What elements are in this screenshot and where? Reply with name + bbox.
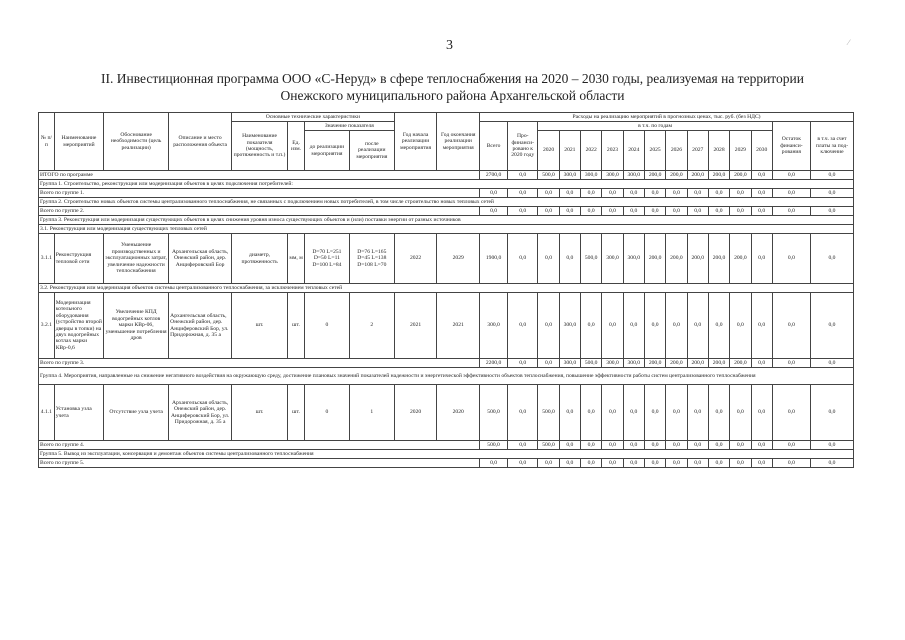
sub32-row [39, 284, 854, 293]
item-321-before: 0 [304, 293, 349, 359]
header-year-2023: 2023 [602, 131, 623, 171]
group3-label: Группа 3. Реконструкция или модернизация существующих объектов в целях снижения уровня износа существующих объектов и (или) поставки энергии от разных источников [39, 216, 854, 225]
group2-total-value-3: 0,0 [559, 207, 580, 216]
item-321-justification: Увеличение КПД водогрейных котлов марки КВр-06, уменьшение потребления дров [104, 293, 169, 359]
header-by-years: в т.ч. по годам [538, 122, 772, 131]
group1-total-value-4: 0,0 [581, 189, 602, 198]
group2-total-label: Всего по группе 2. [39, 207, 480, 216]
item-411-location: Архангельская область, Онежский район, дер. Анциферовский Бор, ул. Придорожная, д. 35 а [169, 385, 232, 441]
item311-value-14: 0,0 [810, 234, 853, 284]
group4-total-value-12: 0,0 [751, 441, 772, 450]
group4-total-label: Всего по группе 4. [39, 441, 480, 450]
item-311-row [39, 234, 854, 284]
item411-value-4: 0,0 [581, 385, 602, 441]
item-311-location: Архангельская область, Онежский район, дер. Анциферовский Бор [169, 234, 232, 284]
item311-value-2: 0,0 [538, 234, 559, 284]
group2-total-value-0: 0,0 [480, 207, 508, 216]
group3-total-value-14: 0,0 [810, 359, 853, 368]
group1-total-value-13: 0,0 [772, 189, 810, 198]
group4-total-value-3: 0,0 [559, 441, 580, 450]
group3-row [39, 216, 854, 225]
item411-value-5: 0,0 [602, 385, 623, 441]
total-program-value-11: 200,0 [730, 171, 751, 180]
item-321-unit: шт. [288, 293, 305, 359]
group2-row [39, 198, 854, 207]
group3-total-value-4: 500,0 [581, 359, 602, 368]
group1-total-value-11: 0,0 [730, 189, 751, 198]
item-311-after: D=76 L=165 D=45 L=138 D=108 L=70 [349, 234, 394, 284]
item321-value-0: 300,0 [480, 293, 508, 359]
group4-total-value-14: 0,0 [810, 441, 853, 450]
group1-total-value-8: 0,0 [666, 189, 687, 198]
group3-total-value-10: 200,0 [708, 359, 729, 368]
item411-value-2: 500,0 [538, 385, 559, 441]
item321-value-11: 0,0 [730, 293, 751, 359]
group3-total-value-6: 300,0 [623, 359, 644, 368]
item-311-indicator: диаметр, протяженность [232, 234, 288, 284]
group2-total-value-2: 0,0 [538, 207, 559, 216]
page-number: 3 [446, 38, 453, 53]
header-before: до реализации мероприятия [304, 131, 349, 171]
group3-total-value-3: 300,0 [559, 359, 580, 368]
header-expenses-group: Расходы на реализацию мероприятий в прогнозных ценах, тыс. руб. (без НДС) [480, 113, 854, 122]
group4-total-value-0: 500,0 [480, 441, 508, 450]
item411-value-7: 0,0 [644, 385, 665, 441]
group2-total-value-7: 0,0 [644, 207, 665, 216]
item-321-year-start: 2021 [394, 293, 437, 359]
group1-total-value-0: 0,0 [480, 189, 508, 198]
item311-value-6: 300,0 [623, 234, 644, 284]
group1-total-value-10: 0,0 [708, 189, 729, 198]
total-program-value-5: 300,0 [602, 171, 623, 180]
item411-value-6: 0,0 [623, 385, 644, 441]
group5-label: Группа 5. Вывод из эксплуатации, консервация и демонтаж объектов системы централизованного теплоснабжения [39, 450, 854, 459]
item321-value-14: 0,0 [810, 293, 853, 359]
item311-value-13: 0,0 [772, 234, 810, 284]
item321-value-8: 0,0 [666, 293, 687, 359]
header-year-2025: 2025 [644, 131, 665, 171]
sub32-label: 3.2. Реконструкция или модернизация объектов системы централизованного теплоснабжения, за исключением тепловых сетей [39, 284, 854, 293]
header-year-2026: 2026 [666, 131, 687, 171]
item-321-location: Архангельская область, Онежский район, дер. Анциферовский Бор, ул. Придорожная, д. 35 а [169, 293, 232, 359]
group2-label: Группа 2. Строительство новых объектов системы централизованного теплоснабжения, не связанных с подключением новых потребителей, в том числе строительство новых тепловых сетей [39, 198, 854, 207]
item311-value-12: 0,0 [751, 234, 772, 284]
total-program-value-10: 200,0 [708, 171, 729, 180]
header-financed: Про-финанси-ровано к 2020 году [508, 122, 538, 171]
group1-total-value-7: 0,0 [644, 189, 665, 198]
item321-value-13: 0,0 [772, 293, 810, 359]
group1-total-value-1: 0,0 [508, 189, 538, 198]
group3-total-value-2: 0,0 [538, 359, 559, 368]
item-411-year-start: 2020 [394, 385, 437, 441]
item411-value-9: 0,0 [687, 385, 708, 441]
group3-total-value-12: 0,0 [751, 359, 772, 368]
item321-value-4: 0,0 [581, 293, 602, 359]
item-321-row [39, 293, 854, 359]
item321-value-10: 0,0 [708, 293, 729, 359]
header-year-start: Год начала реализации мероприятия [394, 113, 437, 171]
item-321-num: 3.2.1 [39, 293, 55, 359]
group1-total-label: Всего по группе 1. [39, 189, 480, 198]
item-411-before: 0 [304, 385, 349, 441]
group5-row [39, 450, 854, 459]
group1-total-value-3: 0,0 [559, 189, 580, 198]
group1-total-row [39, 189, 854, 198]
group2-total-value-1: 0,0 [508, 207, 538, 216]
total-program-row [39, 171, 854, 180]
item321-value-12: 0,0 [751, 293, 772, 359]
group1-total-value-12: 0,0 [751, 189, 772, 198]
document-title [0, 70, 905, 104]
item321-value-3: 300,0 [559, 293, 580, 359]
group5-total-value-1: 0,0 [508, 459, 538, 468]
group2-total-value-9: 0,0 [687, 207, 708, 216]
group3-total-value-7: 200,0 [644, 359, 665, 368]
group1-row [39, 180, 854, 189]
item-311-before: D=70 L=251 D=50 L=11 D=100 L=84 [304, 234, 349, 284]
group1-total-value-2: 0,0 [538, 189, 559, 198]
group4-total-value-4: 0,0 [581, 441, 602, 450]
group5-total-label: Всего по группе 5. [39, 459, 480, 468]
total-program-value-0: 2700,0 [480, 171, 508, 180]
group2-total-row [39, 207, 854, 216]
group1-total-value-5: 0,0 [602, 189, 623, 198]
item-411-justification: Отсутствие узла учета [104, 385, 169, 441]
group2-total-value-6: 0,0 [623, 207, 644, 216]
group5-total-value-14: 0,0 [810, 459, 853, 468]
header-num: № п/п [39, 113, 55, 171]
item-321-after: 2 [349, 293, 394, 359]
item311-value-10: 200,0 [708, 234, 729, 284]
group4-total-value-7: 0,0 [644, 441, 665, 450]
group4-total-value-6: 0,0 [623, 441, 644, 450]
header-unit: Ед. изм. [288, 122, 305, 171]
item-411-num: 4.1.1 [39, 385, 55, 441]
total-program-value-8: 200,0 [666, 171, 687, 180]
item-411-unit: шт. [288, 385, 305, 441]
item311-value-8: 200,0 [666, 234, 687, 284]
item411-value-0: 500,0 [480, 385, 508, 441]
group5-total-value-7: 0,0 [644, 459, 665, 468]
item311-value-3: 0,0 [559, 234, 580, 284]
group5-total-value-10: 0,0 [708, 459, 729, 468]
group2-total-value-14: 0,0 [810, 207, 853, 216]
item-411-after: 1 [349, 385, 394, 441]
title-line-2: Онежского муниципального района Архангельской области [280, 88, 625, 103]
total-program-value-13: 0,0 [772, 171, 810, 180]
item-321-indicator: шт. [232, 293, 288, 359]
title-line-1: II. Инвестиционная программа ООО «С-Неруд» в сфере теплоснабжения на 2020 – 2030 годы, реализуемая на территории [101, 71, 804, 86]
item311-value-1: 0,0 [508, 234, 538, 284]
group3-total-value-0: 2200,0 [480, 359, 508, 368]
group5-total-value-9: 0,0 [687, 459, 708, 468]
group4-total-value-13: 0,0 [772, 441, 810, 450]
group5-total-value-2: 0,0 [538, 459, 559, 468]
header-tech-group: Основные технические характеристики [232, 113, 395, 122]
group5-total-value-12: 0,0 [751, 459, 772, 468]
group1-label: Группа 1. Строительство, реконструкция или модернизация объектов в целях подключения потребителей: [39, 180, 854, 189]
group4-total-value-9: 0,0 [687, 441, 708, 450]
group3-total-value-13: 0,0 [772, 359, 810, 368]
header-year-2021: 2021 [559, 131, 580, 171]
item-411-indicator: шт. [232, 385, 288, 441]
total-program-value-14: 0,0 [810, 171, 853, 180]
group5-total-value-8: 0,0 [666, 459, 687, 468]
item411-value-10: 0,0 [708, 385, 729, 441]
group3-total-value-1: 0,0 [508, 359, 538, 368]
header-justification: Обоснование необходимости (цель реализации) [104, 113, 169, 171]
group2-total-value-5: 0,0 [602, 207, 623, 216]
item311-value-11: 200,0 [730, 234, 751, 284]
group5-total-value-4: 0,0 [581, 459, 602, 468]
item411-value-11: 0,0 [730, 385, 751, 441]
group5-total-value-13: 0,0 [772, 459, 810, 468]
item-411-year-end: 2020 [437, 385, 480, 441]
item-311-year-end: 2029 [437, 234, 480, 284]
group2-total-value-13: 0,0 [772, 207, 810, 216]
header-remainder: Остаток финанси-рования [772, 122, 810, 171]
total-program-value-1: 0,0 [508, 171, 538, 180]
item411-value-14: 0,0 [810, 385, 853, 441]
group5-total-value-3: 0,0 [559, 459, 580, 468]
group1-total-value-14: 0,0 [810, 189, 853, 198]
group5-total-value-11: 0,0 [730, 459, 751, 468]
item321-value-5: 0,0 [602, 293, 623, 359]
item311-value-7: 200,0 [644, 234, 665, 284]
header-after: после реализации мероприятия [349, 131, 394, 171]
header-incl-loans: в т.ч. за счет платы за под-ключение [810, 122, 853, 171]
group4-total-row [39, 441, 854, 450]
item321-value-9: 0,0 [687, 293, 708, 359]
header-indicator: Наименование показателя (мощность, протяженность и т.п.) [232, 122, 288, 171]
item-311-name: Реконструкция тепловой сети [54, 234, 103, 284]
header-year-2027: 2027 [687, 131, 708, 171]
header-location: Описание и место расположения объекта [169, 113, 232, 171]
group4-total-value-10: 0,0 [708, 441, 729, 450]
item411-value-13: 0,0 [772, 385, 810, 441]
item-321-name: Модернизация котельного оборудования (устройство второй дверцы в топки) на двух водогрейных котлах марки КВр-0,6 [54, 293, 103, 359]
item411-value-3: 0,0 [559, 385, 580, 441]
group3-total-value-5: 300,0 [602, 359, 623, 368]
total-program-value-7: 200,0 [644, 171, 665, 180]
item-311-year-start: 2022 [394, 234, 437, 284]
group3-total-value-11: 200,0 [730, 359, 751, 368]
total-program-value-3: 300,0 [559, 171, 580, 180]
group4-total-value-1: 0,0 [508, 441, 538, 450]
group2-total-value-8: 0,0 [666, 207, 687, 216]
investment-program-table [38, 112, 854, 468]
scan-mark: ⁄ [848, 38, 850, 47]
group5-total-value-6: 0,0 [623, 459, 644, 468]
item-311-num: 3.1.1 [39, 234, 55, 284]
group5-total-value-5: 0,0 [602, 459, 623, 468]
item321-value-2: 0,0 [538, 293, 559, 359]
item321-value-1: 0,0 [508, 293, 538, 359]
header-year-end: Год окончания реализации мероприятия [437, 113, 480, 171]
group3-total-row [39, 359, 854, 368]
item311-value-0: 1900,0 [480, 234, 508, 284]
group5-total-value-0: 0,0 [480, 459, 508, 468]
item411-value-1: 0,0 [508, 385, 538, 441]
group4-row [39, 368, 854, 385]
group2-total-value-11: 0,0 [730, 207, 751, 216]
group4-total-value-11: 0,0 [730, 441, 751, 450]
group3-total-value-8: 200,0 [666, 359, 687, 368]
item-311-justification: Уменьшение производственных и эксплуатационных затрат, увеличение надежности теплоснабжения [104, 234, 169, 284]
item311-value-5: 300,0 [602, 234, 623, 284]
group4-total-value-2: 500,0 [538, 441, 559, 450]
item411-value-8: 0,0 [666, 385, 687, 441]
header-values-group: Значение показателя [304, 122, 394, 131]
total-program-value-6: 300,0 [623, 171, 644, 180]
header-year-2029: 2029 [730, 131, 751, 171]
group1-total-value-9: 0,0 [687, 189, 708, 198]
total-program-value-2: 500,0 [538, 171, 559, 180]
item411-value-12: 0,0 [751, 385, 772, 441]
total-program-label: ИТОГО по программе [39, 171, 480, 180]
total-program-value-9: 200,0 [687, 171, 708, 180]
total-program-value-4: 300,0 [581, 171, 602, 180]
item311-value-9: 200,0 [687, 234, 708, 284]
header-year-2020: 2020 [538, 131, 559, 171]
item-321-year-end: 2021 [437, 293, 480, 359]
header-year-2028: 2028 [708, 131, 729, 171]
group3-total-label: Всего по группе 3. [39, 359, 480, 368]
item-311-unit: мм, м [288, 234, 305, 284]
item-411-name: Установка узла учета [54, 385, 103, 441]
sub31-row [39, 225, 854, 234]
header-year-2022: 2022 [581, 131, 602, 171]
group2-total-value-10: 0,0 [708, 207, 729, 216]
header-year-2030: 2030 [751, 131, 772, 171]
item321-value-7: 0,0 [644, 293, 665, 359]
group4-total-value-5: 0,0 [602, 441, 623, 450]
group4-label: Группа 4. Мероприятия, направленные на снижение негативного воздействия на окружающую среду, достижение плановых значений показателей надежности и энергетической эффективности объектов теплоснабжения, повышение эффективности работы систем централизованного теплоснабжения [39, 368, 854, 385]
header-name: Наименование мероприятий [54, 113, 103, 171]
header-row-1 [39, 113, 854, 122]
group5-total-row [39, 459, 854, 468]
header-total: Всего [480, 122, 508, 171]
item311-value-4: 500,0 [581, 234, 602, 284]
item321-value-6: 0,0 [623, 293, 644, 359]
header-year-2024: 2024 [623, 131, 644, 171]
group3-total-value-9: 200,0 [687, 359, 708, 368]
group4-total-value-8: 0,0 [666, 441, 687, 450]
item-411-row [39, 385, 854, 441]
group1-total-value-6: 0,0 [623, 189, 644, 198]
sub31-label: 3.1. Реконструкция или модернизация существующих тепловых сетей [39, 225, 854, 234]
group2-total-value-12: 0,0 [751, 207, 772, 216]
group2-total-value-4: 0,0 [581, 207, 602, 216]
total-program-value-12: 0,0 [751, 171, 772, 180]
